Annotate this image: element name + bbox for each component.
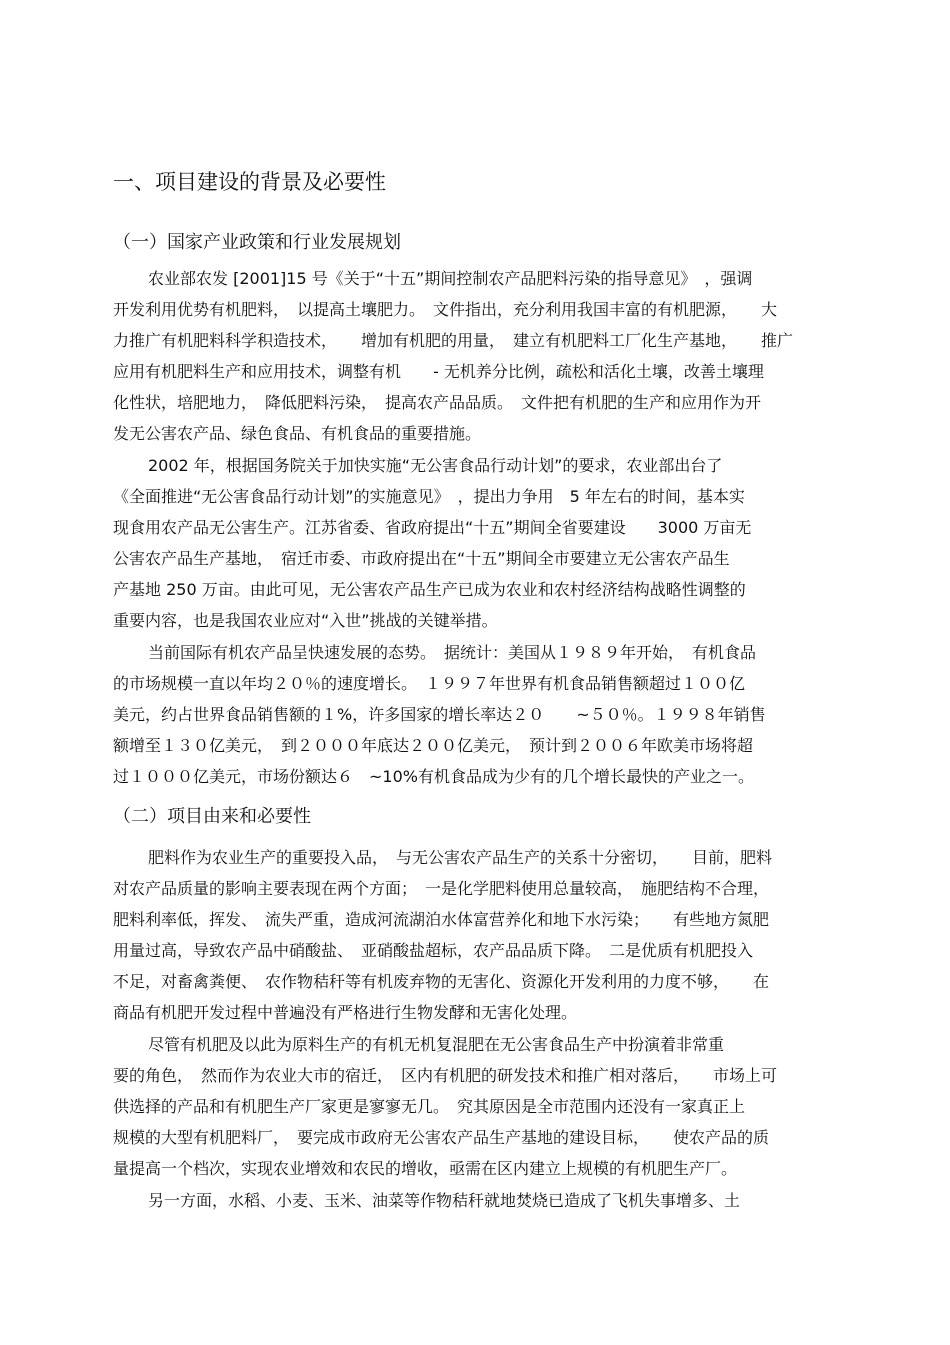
subsection-title-2: （二）项目由来和必要性 — [113, 806, 311, 827]
text-line: 2002 年，根据国务院关于加快实施“无公害食品行动计划”的要求，农业部出台了 — [148, 456, 723, 475]
text-line: 不足，对畜禽粪便、 农作物秸秆等有机废弃物的无害化、资源化开发利用的力度不够， 在 — [113, 972, 770, 991]
text-line: 尽管有机肥及以此为原料生产的有机无机复混肥在无公害食品生产中扮演着非常重 — [148, 1035, 725, 1054]
text-line: 发无公害农产品、绿色食品、有机食品的重要措施。 — [113, 424, 482, 443]
text-line: 用量过高，导致农产品中硝酸盐、 亚硝酸盐超标，农产品品质下降。 二是优质有机肥投入 — [113, 941, 754, 960]
text-line: 额增至１３０亿美元， 到２０００年底达２００亿美元， 预计到２００６年欧美市场将超 — [113, 736, 754, 755]
text-line: 《全面推进“无公害食品行动计划”的实施意见》 ，提出力争用 5 年左右的时间，基本实 — [113, 487, 745, 506]
text-line: 供选择的产品和有机肥生产厂家更是寥寥无几。 究其原因是全市范围内还没有一家真正上 — [113, 1097, 746, 1116]
text-line: 对农产品质量的影响主要表现在两个方面； 一是化学肥料使用总量较高， 施肥结构不合理， — [113, 879, 770, 898]
text-line: 农业部农发 [2001]15 号《关于“十五”期间控制农产品肥料污染的指导意见》 ，强调 — [148, 269, 753, 288]
text-line: 力推广有机肥料科学积造技术， 增加有机肥的用量， 建立有机肥料工厂化生产基地， 推广 — [113, 331, 794, 350]
text-line: 化性状，培肥地力， 降低肥料污染， 提高农产品品质。 文件把有机肥的生产和应用作为开 — [113, 393, 762, 412]
text-line: 应用有机肥料生产和应用技术，调整有机 - 无机养分比例，疏松和活化土壤，改善土壤理 — [113, 362, 764, 381]
text-line: 的市场规模一直以年均２０％的速度增长。 １９９７年世界有机食品销售额超过１００亿 — [113, 674, 746, 693]
text-line: 重要内容，也是我国农业应对“入世”挑战的关键举措。 — [113, 611, 498, 630]
text-line: 现食用农产品无公害生产。江苏省委、省政府提出“十五”期间全省要建设 3000 万亩无 — [113, 518, 752, 537]
text-line: 过１０００亿美元，市场份额达６ ~10%有机食品成为少有的几个增长最快的产业之一。 — [113, 767, 754, 786]
text-line: 规模的大型有机肥料厂， 要完成市政府无公害农产品生产基地的建设目标， 使农产品的质 — [113, 1128, 770, 1147]
text-line: 开发利用优势有机肥料， 以提高土壤肥力。 文件指出，充分利用我国丰富的有机肥源， 大 — [113, 300, 778, 319]
text-line: 商品有机肥开发过程中普遍没有严格进行生物发酵和无害化处理。 — [113, 1003, 578, 1022]
subsection-title-1: （一）国家产业政策和行业发展规划 — [113, 232, 401, 253]
text-line: 肥料利率低，挥发、 流失严重，造成河流湖泊水体富营养化和地下水污染； 有些地方氮肥 — [113, 910, 770, 929]
section-title: 一、项目建设的背景及必要性 — [113, 170, 386, 194]
text-line: 公害农产品生产基地， 宿迁市委、市政府提出在“十五”期间全市要建立无公害农产品生 — [113, 549, 730, 568]
text-line: 要的角色， 然而作为农业大市的宿迁， 区内有机肥的研发技术和推广相对落后， 市场上可 — [113, 1066, 778, 1085]
text-line: 当前国际有机农产品呈快速发展的态势。 据统计：美国从１９８９年开始， 有机食品 — [148, 643, 757, 662]
text-line: 美元，约占世界食品销售额的１%，许多国家的增长率达２０ ~５０％。１９９８年销售 — [113, 705, 766, 724]
text-line: 量提高一个档次，实现农业增效和农民的增收，亟需在区内建立上规模的有机肥生产厂。 — [113, 1159, 738, 1178]
text-line: 另一方面，水稻、小麦、玉米、油菜等作物秸秆就地焚烧已造成了飞机失事增多、土 — [148, 1191, 741, 1210]
text-line: 产基地 250 万亩。由此可见，无公害农产品生产已成为农业和农村经济结构战略性调整的 — [113, 580, 746, 599]
text-line: 肥料作为农业生产的重要投入品， 与无公害农产品生产的关系十分密切， 目前，肥料 — [148, 848, 773, 867]
